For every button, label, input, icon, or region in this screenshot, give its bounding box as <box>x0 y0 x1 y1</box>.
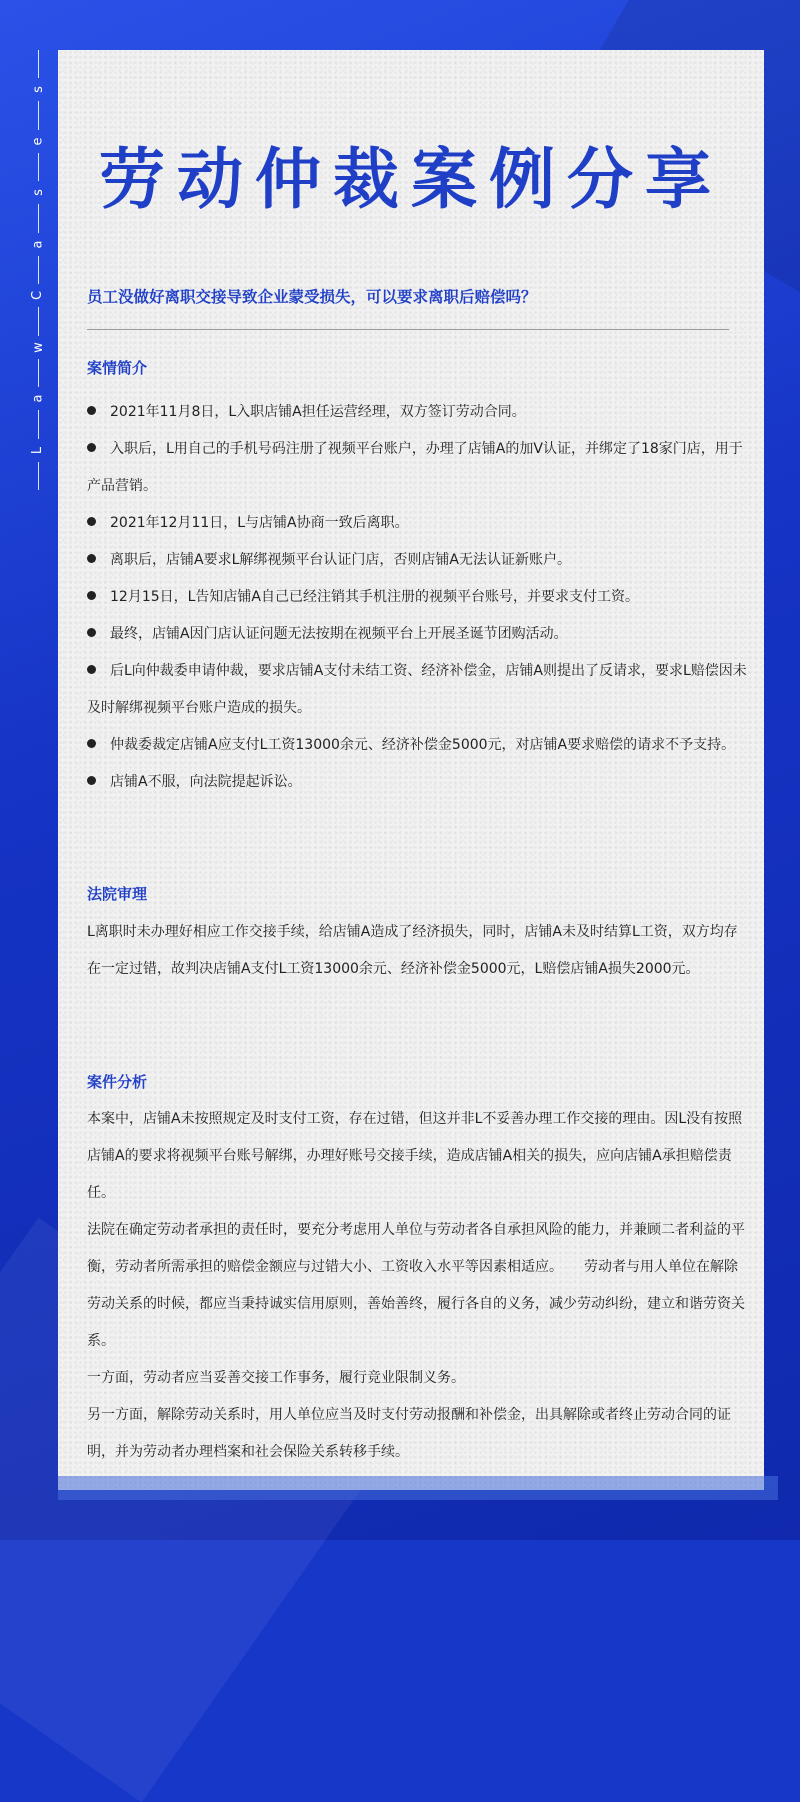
bullet-icon <box>87 776 96 785</box>
side-vertical-label <box>28 50 48 490</box>
list-item <box>87 616 747 653</box>
side-line <box>38 359 39 387</box>
side-line <box>38 307 39 335</box>
side-letter: a <box>30 394 46 403</box>
list-item <box>87 653 747 727</box>
side-letter: s <box>30 86 46 94</box>
side-line <box>38 462 39 490</box>
analysis-paragraph-4: 另一方面，解除劳动关系时，用人单位应当及时支付劳动报酬和补偿金，出具解除或者终止劳动合同的证明，并为劳动者办理档案和社会保险关系转移手续。 <box>87 1407 731 1460</box>
side-line <box>38 153 39 181</box>
list-item <box>87 727 747 764</box>
bullet-icon <box>87 406 96 415</box>
list-item <box>87 431 747 505</box>
side-line <box>38 204 39 232</box>
bullet-icon <box>87 628 96 637</box>
list-item-text: 2021年11月8日，L入职店铺A担任运营经理，双方签订劳动合同。 <box>110 404 526 420</box>
list-item-text: 12月15日，L告知店铺A自己已经注销其手机注册的视频平台账号，并要求支付工资。 <box>110 589 640 605</box>
side-line <box>38 50 39 78</box>
side-line <box>38 410 39 438</box>
list-item-text: 最终，店铺A因门店认证问题无法按期在视频平台上开展圣诞节团购活动。 <box>110 626 568 642</box>
side-line <box>38 101 39 129</box>
side-line <box>38 256 39 284</box>
bullet-icon <box>87 554 96 563</box>
bullet-icon <box>87 591 96 600</box>
list-item <box>87 505 747 542</box>
divider <box>87 329 729 330</box>
side-letter: w <box>30 341 46 353</box>
analysis-paragraph-2: 法院在确定劳动者承担的责任时，要充分考虑用人单位与劳动者各自承担风险的能力，并兼顾二者利益的平衡，劳动者所需承担的赔偿金额应与过错大小、工资收入水平等因素相适应。 劳动者与用人单位在解除劳动关系的时候，都应当秉持诚实信用原则，善始善终，履行各自的义务，减少劳动纠纷，建立和谐劳资关系。 <box>87 1222 745 1349</box>
list-item-text: 后L向仲裁委申请仲裁，要求店铺A支付未结工资、经济补偿金，店铺A则提出了反请求，要求L赔偿因未及时解绑视频平台账户造成的损失。 <box>87 663 747 716</box>
analysis-paragraph-1: 本案中，店铺A未按照规定及时支付工资，存在过错，但这并非L不妥善办理工作交接的理由。因L没有按照店铺A的要求将视频平台账号解绑，办理好账号交接手续，造成店铺A相关的损失，应向店铺A承担赔偿责任。 <box>87 1111 743 1201</box>
list-item <box>87 764 747 801</box>
side-letter: s <box>30 189 46 197</box>
analysis-paragraph-3: 一方面，劳动者应当妥善交接工作事务，履行竞业限制义务。 <box>87 1370 465 1386</box>
section-heading-case-summary: 案情简介 <box>87 359 148 377</box>
side-letter: L <box>30 446 46 454</box>
section-heading-court-review: 法院审理 <box>87 885 148 903</box>
court-review-text: L离职时未办理好相应工作交接手续，给店铺A造成了经济损失，同时，店铺A未及时结算L工资，双方均存在一定过错，故判决店铺A支付L工资13000余元、经济补偿金5000元，L赔偿店铺A损失2000元。 <box>87 924 738 977</box>
bullet-icon <box>87 443 96 452</box>
side-letter: e <box>30 137 46 146</box>
list-item-text: 离职后，店铺A要求L解绑视频平台认证门店，否则店铺A无法认证新账户。 <box>110 552 571 568</box>
section-heading-case-analysis: 案件分析 <box>87 1073 148 1091</box>
case-summary-list <box>87 394 747 801</box>
list-item-text: 2021年12月11日，L与店铺A协商一致后离职。 <box>110 515 409 531</box>
page-title: 劳动仲裁案例分享 <box>99 141 723 218</box>
list-item <box>87 579 747 616</box>
list-item-text: 入职后，L用自己的手机号码注册了视频平台账户，办理了店铺A的加V认证，并绑定了18家门店，用于产品营销。 <box>87 441 743 494</box>
list-item-text: 仲裁委裁定店铺A应支付L工资13000余元、经济补偿金5000元，对店铺A要求赔偿的请求不予支持。 <box>110 737 736 753</box>
bullet-icon <box>87 739 96 748</box>
bottom-band <box>58 1476 778 1500</box>
side-letter: a <box>30 240 46 249</box>
side-letter: C <box>30 291 46 301</box>
bullet-icon <box>87 517 96 526</box>
subtitle: 员工没做好离职交接导致企业蒙受损失，可以要求离职后赔偿吗？ <box>87 288 537 306</box>
list-item-text: 店铺A不服，向法院提起诉讼。 <box>110 774 302 790</box>
list-item <box>87 542 747 579</box>
list-item <box>87 394 747 431</box>
bullet-icon <box>87 665 96 674</box>
